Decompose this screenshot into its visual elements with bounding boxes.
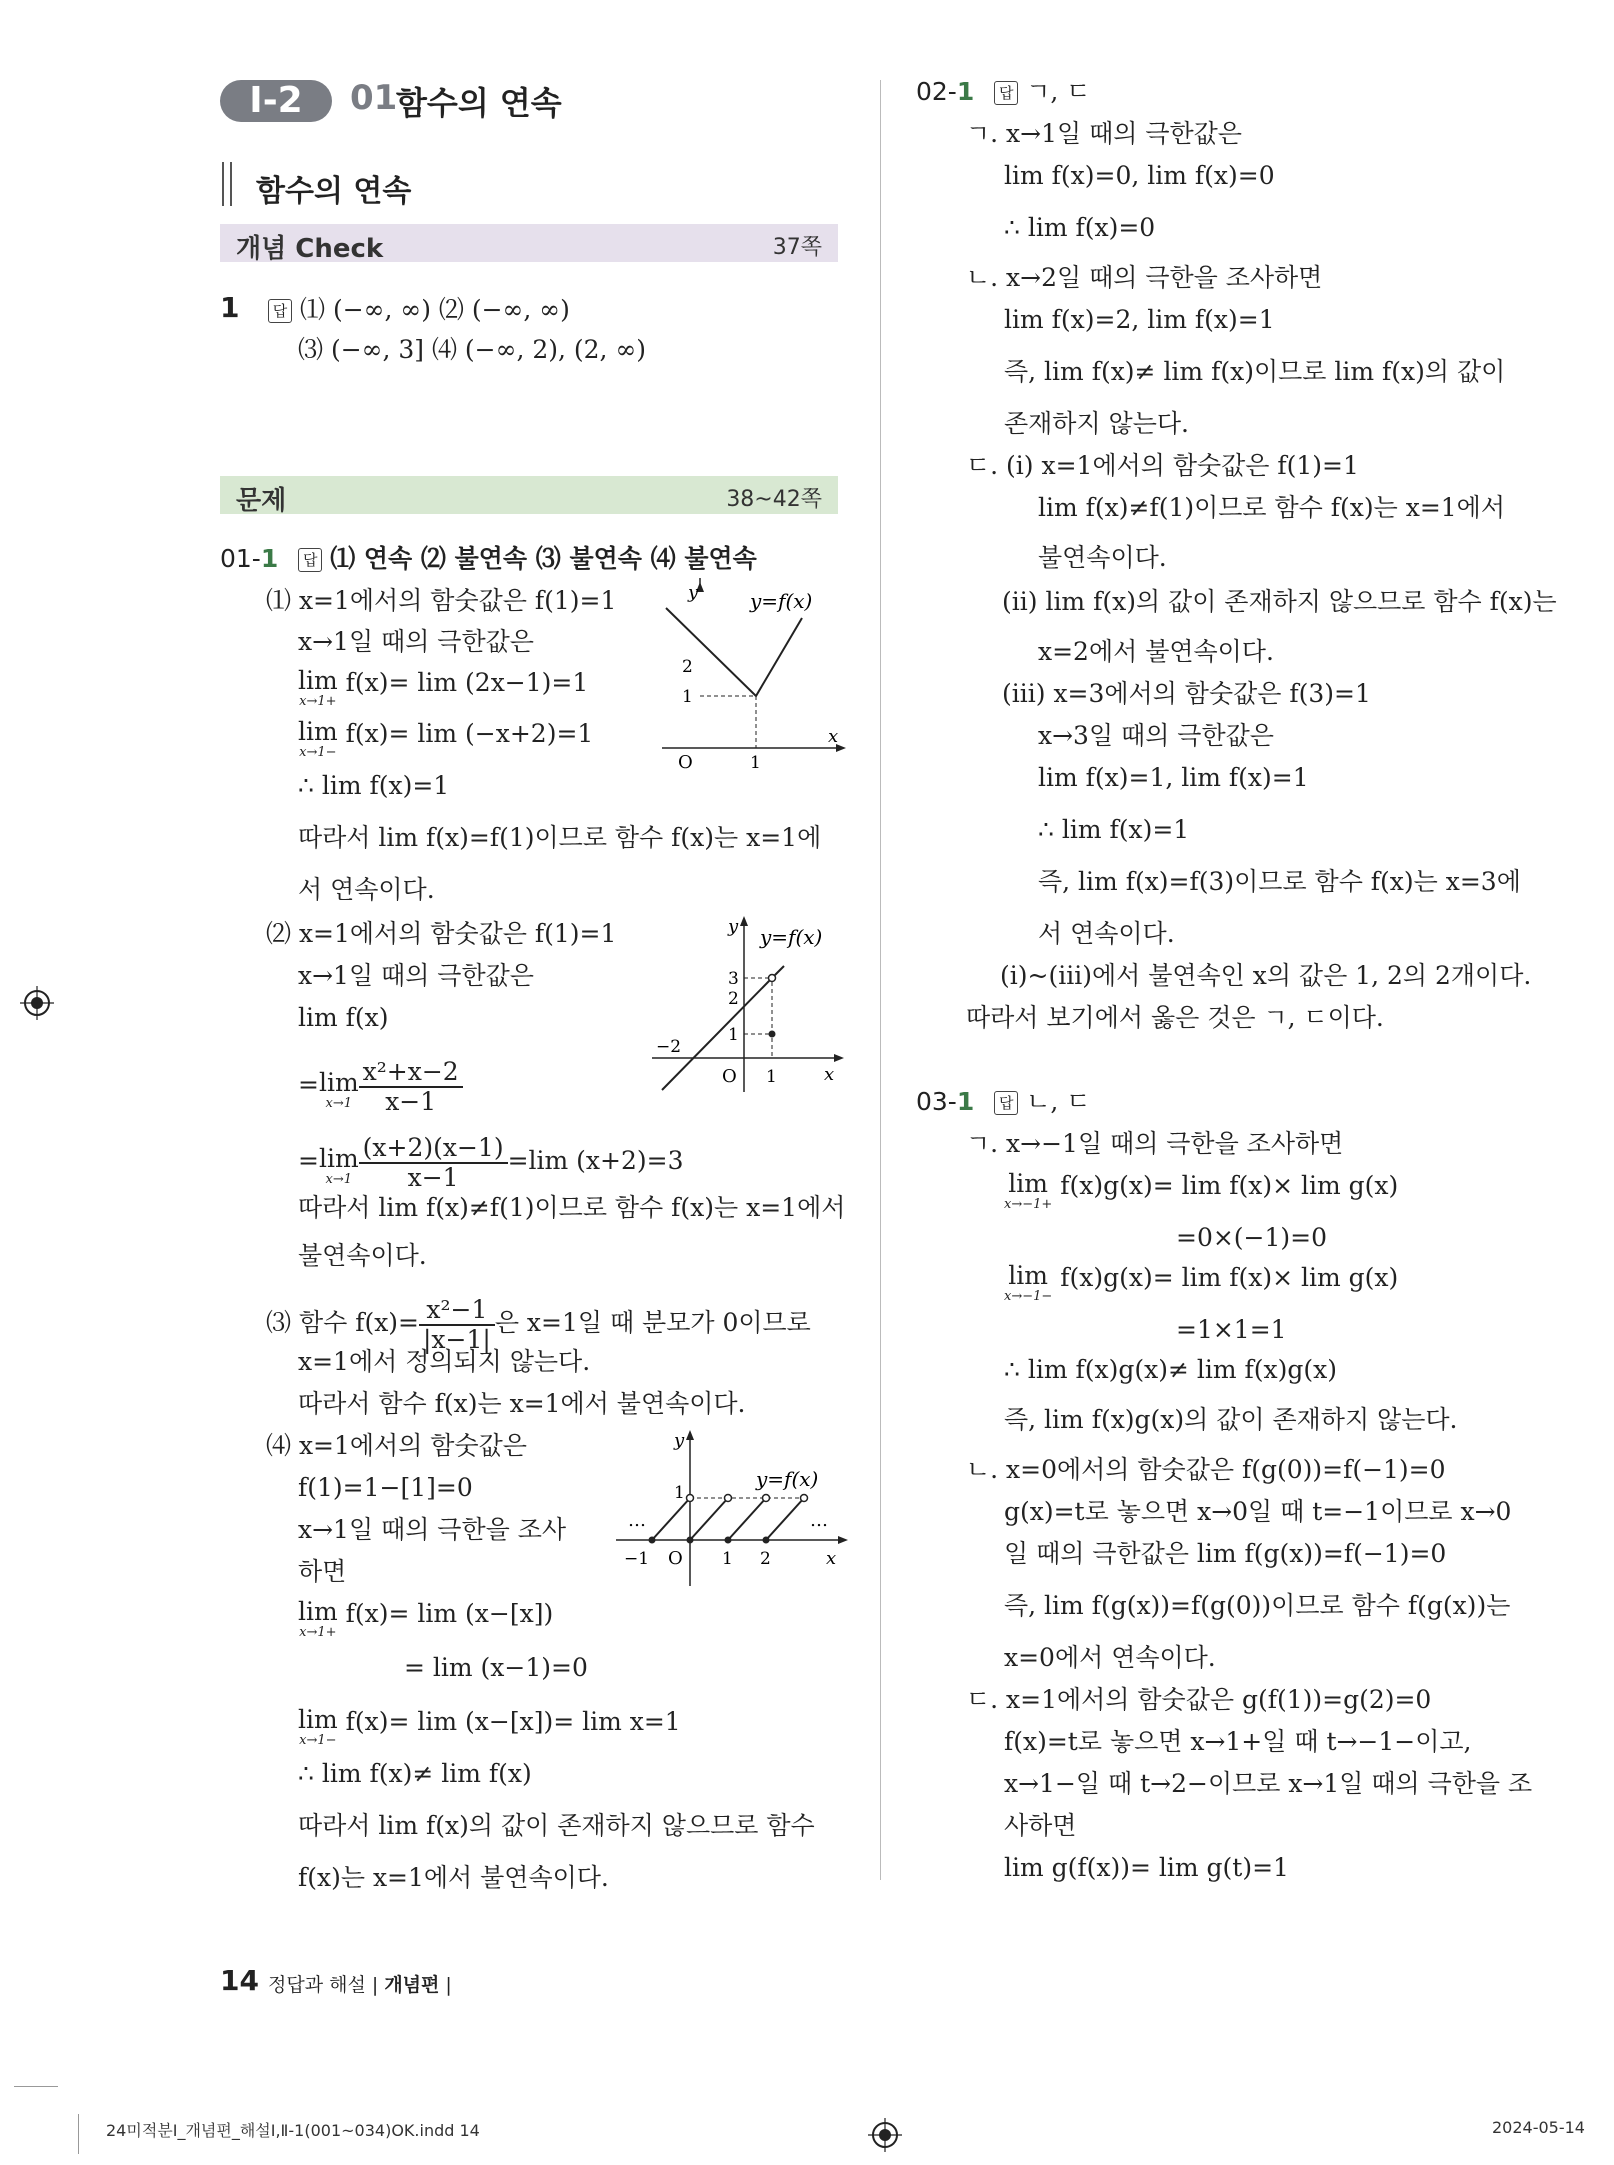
registration-mark-icon [20, 986, 54, 1020]
p01-s2-line: lim f(x) [298, 1003, 389, 1032]
crop-mark [14, 2086, 58, 2087]
p02-line: 서 연속이다. [1038, 919, 1175, 948]
problems-label: 문제 [236, 486, 287, 516]
page-number: 14 [220, 1964, 259, 1997]
concept-check-page: 37쪽 [772, 235, 822, 260]
p03-line: ㄱ. x→−1일 때의 극한을 조사하면 [966, 1129, 1344, 1158]
p01-s1-line: lim x→1− f(x)= lim (−x+2)=1 [298, 717, 594, 760]
graph1-tick-x1: 1 [750, 753, 761, 773]
p01-s4-line: = lim (x−1)=0 [404, 1653, 588, 1682]
p01-s2-frac-line: = lim x→1 $\frac{(x+2)(x-1)}{x-1}$ =lim (x+2)=3 [298, 1133, 684, 1192]
graph3-tick-x2: 2 [760, 1549, 771, 1569]
answer-tag: 답 [994, 81, 1018, 105]
p02-line: ∴ lim f(x)=0 [1004, 213, 1156, 242]
p01-s3-line: 따라서 함수 f(x)는 x=1에서 불연속이다. [298, 1389, 746, 1418]
p01-s2-line: 따라서 lim f(x)≠f(1)이므로 함수 f(x)는 x=1에서 [298, 1193, 846, 1222]
lesson-title: 함수의 연속 [396, 84, 562, 122]
unit-badge: Ⅰ-2 [220, 80, 332, 122]
graph3-tick-xm1: −1 [624, 1549, 650, 1569]
p01-s4-line: lim x→1− f(x)= lim (x−[x])= lim x=1 [298, 1705, 681, 1748]
p03-line: 일 때의 극한값은 lim f(g(x))=f(−1)=0 [1004, 1539, 1447, 1568]
p03-line: 사하면 [1004, 1811, 1077, 1840]
p02-line: 불연속이다. [1038, 543, 1167, 572]
p03-line: 즉, lim f(g(x))=f(g(0))이므로 함수 f(g(x))는 [1004, 1591, 1511, 1620]
crop-mark [78, 2114, 79, 2154]
p01-s3-line: x=1에서 정의되지 않는다. [298, 1347, 591, 1376]
p02-line: x=2에서 불연속이다. [1038, 637, 1274, 666]
p01-s4-line: lim x→1+ f(x)= lim (x−[x]) [298, 1597, 554, 1640]
p01-header: 01-1 답 ⑴ 연속 ⑵ 불연속 ⑶ 불연속 ⑷ 불연속 [220, 544, 757, 573]
p02-line: ㄴ. x→2일 때의 극한을 조사하면 [966, 263, 1323, 292]
p02-line: lim f(x)=0, lim f(x)=0 [1004, 161, 1275, 190]
registration-mark-icon [868, 2118, 902, 2152]
graph2-tick-xm2: −2 [656, 1037, 682, 1057]
p03-line: x→1−일 때 t→2−이므로 x→1일 때의 극한을 조 [1004, 1769, 1533, 1798]
footer-file: 24미적분Ⅰ_개념편_해설Ⅰ,Ⅱ-1(001~034)OK.indd 14 [106, 2121, 480, 2140]
p03-line: ㄷ. x=1에서의 함숫값은 g(f(1))=g(2)=0 [966, 1685, 1432, 1714]
graph3-ylabel: y [674, 1430, 685, 1451]
p01-s1-line: x→1일 때의 극한값은 [298, 627, 534, 656]
concept-check-label: 개념 Check [236, 234, 384, 264]
p01-answer: ⑴ 연속 ⑵ 불연속 ⑶ 불연속 ⑷ 불연속 [330, 544, 757, 573]
p01-s3-line: ⑶ 함수 f(x)= $\frac{\text{x²−1}}{|x-1|}$ 은 x=1일 때 분모가 0이므로 [266, 1295, 811, 1354]
p02-line: ㄱ. x→1일 때의 극한값은 [966, 119, 1242, 148]
p01-s2-frac-line: = lim x→1 $\frac{\text{x²+x−2}}{x-1}$ [298, 1058, 463, 1115]
graph2-tick-x1: 1 [766, 1067, 777, 1087]
p02-line: 즉, lim f(x)=f(3)이므로 함수 f(x)는 x=3에 [1038, 867, 1521, 896]
graph3-origin: O [668, 1548, 683, 1569]
answer-tag: 답 [298, 548, 322, 572]
p01-s4-line: f(x)는 x=1에서 불연속이다. [298, 1863, 609, 1892]
p01-s4-line: 하면 [298, 1557, 347, 1586]
p03-line: lim x→−1− f(x)g(x)= lim f(x)× lim g(x) [1004, 1261, 1399, 1304]
p03-line: ㄴ. x=0에서의 함숫값은 f(g(0))=f(−1)=0 [966, 1455, 1446, 1484]
p01-s2-line: 불연속이다. [298, 1241, 427, 1270]
graph2-tick-y2: 2 [728, 989, 739, 1009]
p02-line: (ⅱ) lim f(x)의 값이 존재하지 않으므로 함수 f(x)는 [1002, 587, 1557, 616]
p03-line: g(x)=t로 놓으면 x→0일 때 t=−1이므로 x→0 [1004, 1497, 1512, 1526]
p02-answer: ㄱ, ㄷ [1026, 77, 1091, 106]
graph1-fn-label: y=f(x) [750, 589, 813, 613]
graph3-dots-left: … [628, 1510, 646, 1531]
q1-line1-text: ⑴ (−∞, ∞) ⑵ (−∞, ∞) [300, 295, 570, 324]
p02-conclusion: 따라서 보기에서 옳은 것은 ㄱ, ㄷ이다. [966, 1003, 1384, 1032]
problems-page: 38~42쪽 [726, 487, 822, 512]
p03-line: =0×(−1)=0 [1176, 1223, 1328, 1252]
p01-s1-line: 따라서 lim f(x)=f(1)이므로 함수 f(x)는 x=1에 [298, 823, 822, 852]
graph2-tick-y1: 1 [728, 1025, 739, 1045]
footer-book: 정답과 해설 | 개념편 | [268, 1974, 452, 1996]
p03-line: lim g(f(x))= lim g(t)=1 [1004, 1853, 1289, 1882]
graph2-origin: O [722, 1066, 737, 1087]
p02-line: lim f(x)=2, lim f(x)=1 [1004, 305, 1275, 334]
graph2-tick-y3: 3 [728, 969, 739, 989]
p01-s1-line: lim x→1+ f(x)= lim (2x−1)=1 [298, 666, 589, 709]
graph3-tick-x1: 1 [722, 1549, 733, 1569]
graph3-fn-label: y=f(x) [756, 1467, 819, 1491]
p03-answer: ㄴ, ㄷ [1026, 1087, 1091, 1116]
graph1-ylabel: y [688, 582, 699, 603]
p02-line: 즉, lim f(x)≠ lim f(x)이므로 lim f(x)의 값이 [1004, 357, 1506, 386]
p03-line: =1×1=1 [1176, 1315, 1287, 1344]
p02-line: x→3일 때의 극한값은 [1038, 721, 1274, 750]
p01-s2-line: ⑵ x=1에서의 함숫값은 f(1)=1 [266, 919, 617, 948]
p02-header: 02-1 답 ㄱ, ㄷ [916, 77, 1091, 106]
p03-line: lim x→−1+ f(x)g(x)= lim f(x)× lim g(x) [1004, 1169, 1399, 1212]
p02-line: (ⅰ)~(ⅲ)에서 불연속인 x의 값은 1, 2의 2개이다. [1000, 961, 1532, 990]
p01-s4-line: ⑷ x=1에서의 함숫값은 [266, 1431, 527, 1460]
graph3-xlabel: x [826, 1548, 837, 1569]
p01-s1-line: ⑴ x=1에서의 함숫값은 f(1)=1 [266, 586, 617, 615]
p02-line: (ⅲ) x=3에서의 함숫값은 f(3)=1 [1002, 679, 1371, 708]
p01-s2-line: x→1일 때의 극한값은 [298, 961, 534, 990]
p01-s1-line: ∴ lim f(x)=1 [298, 771, 450, 800]
p03-header: 03-1 답 ㄴ, ㄷ [916, 1087, 1091, 1116]
q1-number: 1 [220, 291, 240, 324]
p03-line: ∴ lim f(x)g(x)≠ lim f(x)g(x) [1004, 1355, 1337, 1384]
graph1-xlabel: x [828, 726, 839, 747]
graph2-ylabel: y [728, 916, 739, 937]
p01-s4-line: f(1)=1−[1]=0 [298, 1473, 473, 1502]
graph1-tick-y1: 1 [682, 687, 693, 707]
p02-line: lim f(x)=1, lim f(x)=1 [1038, 763, 1309, 792]
graph2-fn-label: y=f(x) [760, 925, 823, 949]
q1-answer-line2: ⑶ (−∞, 3] ⑷ (−∞, 2), (2, ∞) [298, 335, 647, 364]
lesson-number: 01 [350, 78, 398, 118]
graph1-tick-y2: 2 [682, 657, 693, 677]
p02-line: ㄷ. (ⅰ) x=1에서의 함숫값은 f(1)=1 [966, 451, 1359, 480]
graph2-xlabel: x [824, 1064, 835, 1085]
answer-tag: 답 [994, 1091, 1018, 1115]
graph3-dots-right: … [810, 1510, 828, 1531]
section-title: 함수의 연속 [256, 174, 412, 209]
p01-s4-line: 따라서 lim f(x)의 값이 존재하지 않으므로 함수 [298, 1811, 815, 1840]
p03-line: f(x)=t로 놓으면 x→1+일 때 t→−1−이고, [1004, 1727, 1472, 1756]
p03-line: 즉, lim f(x)g(x)의 값이 존재하지 않는다. [1004, 1405, 1458, 1434]
graph1-origin: O [678, 752, 693, 773]
p02-line: lim f(x)≠f(1)이므로 함수 f(x)는 x=1에서 [1038, 493, 1505, 522]
p03-line: x=0에서 연속이다. [1004, 1643, 1216, 1672]
graph3-tick-y1: 1 [674, 1483, 685, 1503]
answer-tag: 답 [268, 299, 292, 323]
p02-line: 존재하지 않는다. [1004, 409, 1189, 438]
p02-line: ∴ lim f(x)=1 [1038, 815, 1190, 844]
footer-date: 2024-05-14 [1492, 2118, 1585, 2137]
p01-s1-line: 서 연속이다. [298, 875, 435, 904]
p01-s4-line: ∴ lim f(x)≠ lim f(x) [298, 1759, 532, 1788]
p01-s4-line: x→1일 때의 극한을 조사 [298, 1515, 566, 1544]
